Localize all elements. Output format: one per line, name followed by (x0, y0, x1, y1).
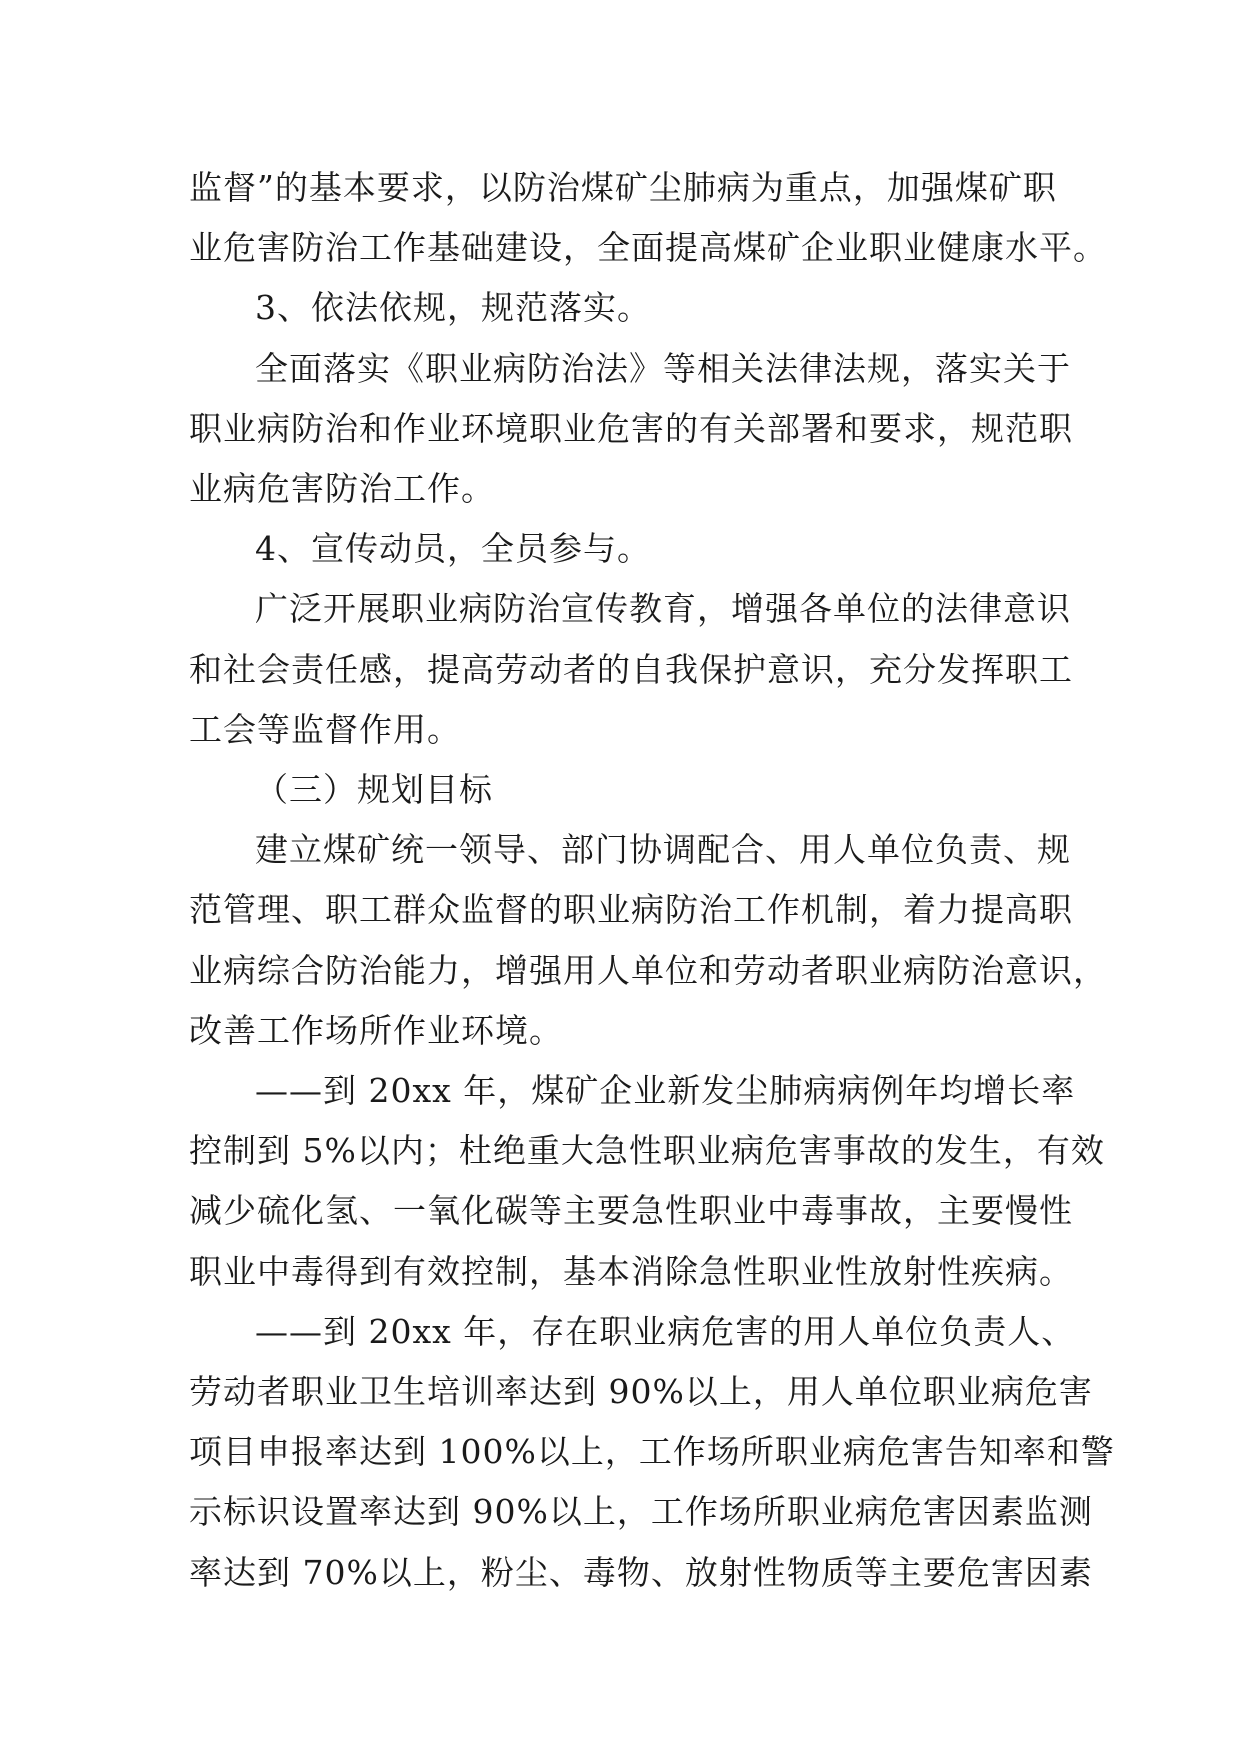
document-body (189, 158, 1115, 1603)
text-line: 工会等监督作用。 (189, 709, 461, 749)
text-line: 业危害防治工作基础建设，全面提高煤矿企业职业健康水平。 (189, 228, 1107, 268)
text-line: 建立煤矿统一领导、部门协调配合、用人单位负责、规 (255, 830, 1071, 870)
text-line: 业病危害防治工作。 (189, 469, 495, 509)
text-line: 监督”的基本要求，以防治煤矿尘肺病为重点，加强煤矿职 (189, 168, 1057, 207)
text-line: 3、依法依规，规范落实。 (255, 288, 651, 328)
text-line: 改善工作场所作业环境。 (189, 1010, 563, 1050)
text-line: 项目申报率达到 100%以上，工作场所职业病危害告知率和警 (189, 1432, 1115, 1472)
text-line: 职业中毒得到有效控制，基本消除急性职业性放射性疾病。 (189, 1251, 1073, 1291)
text-line: （三）规划目标 (255, 770, 493, 810)
text-line: 业病综合防治能力，增强用人单位和劳动者职业病防治意识， (189, 950, 1107, 990)
text-line: 率达到 70%以上，粉尘、毒物、放射性物质等主要危害因素 (189, 1552, 1093, 1592)
text-line: 广泛开展职业病防治宣传教育，增强各单位的法律意识 (255, 589, 1071, 629)
text-line: 4、宣传动员，全员参与。 (255, 529, 651, 569)
text-line: 示标识设置率达到 90%以上，工作场所职业病危害因素监测 (189, 1492, 1093, 1532)
text-line: 职业病防治和作业环境职业危害的有关部署和要求，规范职 (189, 408, 1073, 448)
text-line: ——到 20xx 年，煤矿企业新发尘肺病病例年均增长率 (255, 1071, 1076, 1111)
text-line: 劳动者职业卫生培训率达到 90%以上，用人单位职业病危害 (189, 1372, 1093, 1412)
text-line: 全面落实《职业病防治法》等相关法律法规，落实关于 (255, 348, 1071, 388)
text-line: 减少硫化氢、一氧化碳等主要急性职业中毒事故，主要慢性 (189, 1191, 1073, 1231)
text-line: 控制到 5%以内；杜绝重大急性职业病危害事故的发生，有效 (189, 1131, 1105, 1171)
text-line: ——到 20xx 年，存在职业病危害的用人单位负责人、 (255, 1311, 1076, 1351)
text-line: 范管理、职工群众监督的职业病防治工作机制，着力提高职 (189, 890, 1073, 930)
text-line: 和社会责任感，提高劳动者的自我保护意识，充分发挥职工 (189, 649, 1073, 689)
